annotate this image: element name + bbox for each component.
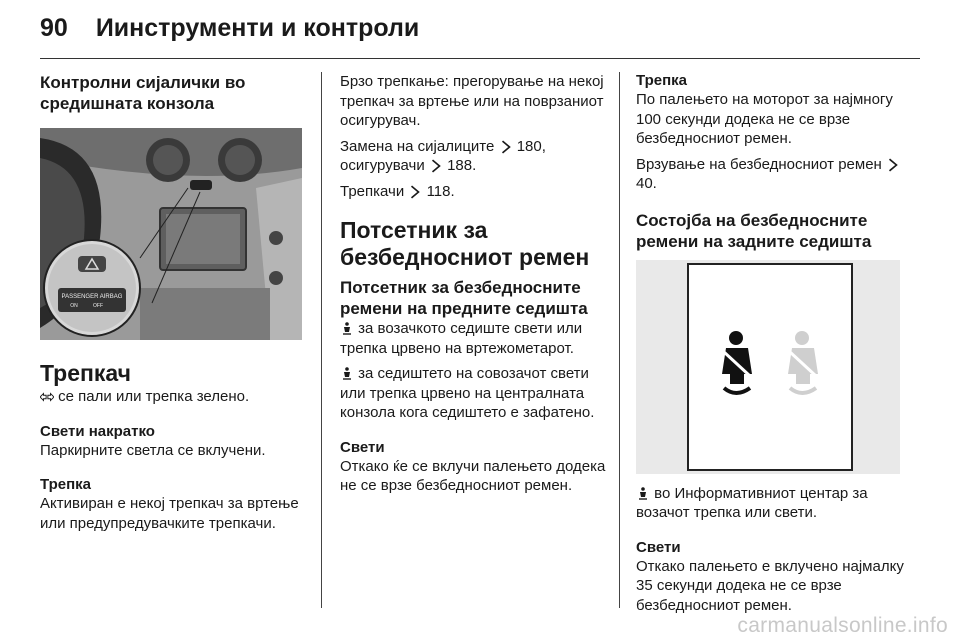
chapter-title: Иинструменти и контроли [95, 14, 420, 42]
fast-flash-text: Брзо трепкање: прегорување на некој трепкач за вртење или на поврзаниот осигурувач. [340, 73, 604, 129]
turn-signals-ref: Трепкачи 118. [340, 182, 455, 200]
airbag-off-label: OFF [93, 303, 103, 309]
turn-signal-icon [40, 390, 54, 404]
heading-turn-signal: Трепкач [40, 360, 131, 386]
fasten-belt-ref: Врзување на безбедносниот ремен 40. [636, 155, 906, 194]
rear-status-text: во Информативниот центар за возачот трепка или свети. [636, 484, 868, 521]
passenger-seat-text: за седиштето на совозачот свети или трепка црвено на централната конзола кога седиштето е зафатено. [340, 365, 595, 421]
reference-arrow-icon [886, 158, 900, 172]
seatbelt-icon [636, 487, 650, 501]
lit-text: Откако палењето е вклучено најмалку 35 секунди додека не се врзе безбедносниот ремен. [636, 557, 904, 614]
subheading-lit: Свети [340, 438, 385, 456]
column-left [40, 72, 302, 533]
flashing-text: По палењето на моторот за најмногу 100 секунди додека не се врзе безбедносниот ремен. [636, 91, 893, 147]
column-divider [619, 72, 620, 608]
reference-arrow-icon [408, 185, 422, 199]
watermark: carmanualsonline.info [737, 614, 948, 637]
flashing-text: Активиран е некој трепкач за вртење или предупредувачките трепкачи. [40, 495, 299, 532]
subheading-lit: Свети [636, 538, 681, 556]
reference-arrow-icon [429, 159, 443, 173]
page-number: 90 [40, 14, 68, 42]
header-divider [40, 58, 920, 59]
section-title: Контролни сијалички во средишната конзола [40, 73, 246, 113]
subheading-flashing: Трепка [40, 476, 92, 493]
seatbelt-icon [340, 367, 354, 381]
seatbelt-icon [340, 322, 354, 336]
heading-front-seat-reminder: Потсетник за безбедносните ремени на предните седишта [340, 278, 588, 318]
subheading-flashing: Трепка [636, 72, 688, 89]
reference-arrow-icon [499, 140, 513, 154]
subheading-lit-briefly: Свети накратко [40, 422, 155, 440]
parking-lights-text: Паркирните светла се вклучени. [40, 441, 266, 459]
center-console-photo [40, 128, 302, 340]
turn-signal-text: се пали или трепка зелено. [40, 387, 302, 407]
column-right [636, 72, 906, 615]
heading-seatbelt-reminder: Потсетник за безбедносниот ремен [340, 217, 590, 270]
page-header [40, 14, 419, 48]
airbag-label: PASSENGER AIRBAG [61, 294, 123, 300]
lit-text: Откако ќе се вклучи палењето додека не се врзе безбедносниот ремен. [340, 457, 606, 494]
airbag-on-label: ON [70, 303, 78, 309]
driver-seat-text: за возачкото седиште свети или трепка црвено на вртежометарот. [340, 320, 583, 357]
bulb-replacement-text: Замена на сијалиците 180, осигурувачи 188. [340, 137, 546, 174]
heading-rear-seat-status: Состојба на безбедносните ремени на задните седишта [636, 210, 872, 251]
column-middle [340, 72, 608, 496]
column-divider [321, 72, 322, 608]
rear-seatbelt-status-display [636, 260, 900, 474]
